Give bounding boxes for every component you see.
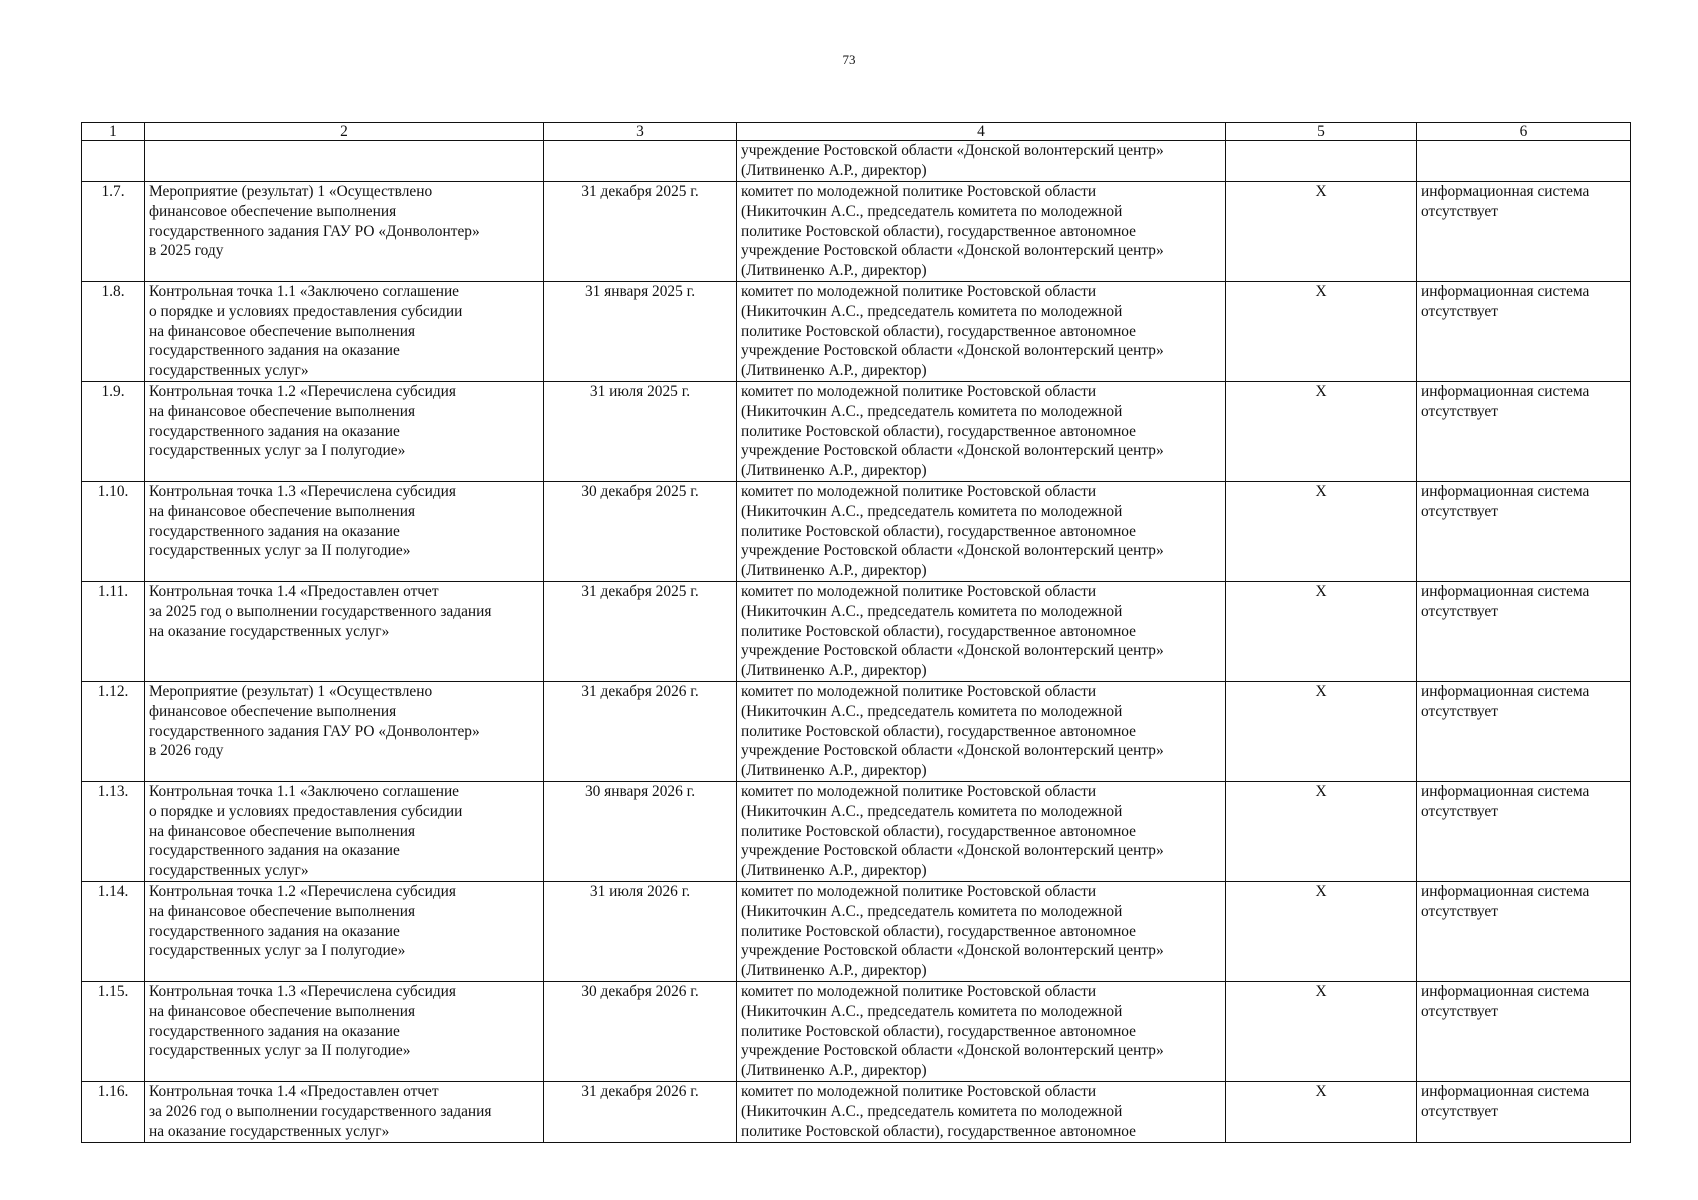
table-row xyxy=(82,782,1631,882)
table-row xyxy=(82,482,1631,582)
cell-info-system: информационная система отсутствует xyxy=(1417,682,1631,782)
cell-date xyxy=(544,141,737,182)
cell-date: 31 декабря 2025 г. xyxy=(544,182,737,282)
cell-mark: Х xyxy=(1226,282,1417,382)
cell-name: Контрольная точка 1.4 «Предоставлен отчет за 2025 год о выполнении государственного задания на оказание государственных услуг» xyxy=(145,582,544,682)
cell-info-system: информационная система отсутствует xyxy=(1417,1082,1631,1143)
header-row xyxy=(82,123,1631,141)
cell-name: Контрольная точка 1.2 «Перечислена субсидия на финансовое обеспечение выполнения государственного задания на оказание государственных услуг за I полугодие» xyxy=(145,882,544,982)
cell-info-system: информационная система отсутствует xyxy=(1417,182,1631,282)
cell-number: 1.13. xyxy=(82,782,145,882)
cell-name: Контрольная точка 1.3 «Перечислена субсидия на финансовое обеспечение выполнения государственного задания на оказание государственных услуг за II полугодие» xyxy=(145,982,544,1082)
cell-date: 31 января 2025 г. xyxy=(544,282,737,382)
cell-mark: Х xyxy=(1226,982,1417,1082)
table-row xyxy=(82,882,1631,982)
cell-date: 31 декабря 2026 г. xyxy=(544,1082,737,1143)
cell-number xyxy=(82,141,145,182)
cell-info-system: информационная система отсутствует xyxy=(1417,882,1631,982)
column-header: 4 xyxy=(737,123,1226,141)
cell-number: 1.9. xyxy=(82,382,145,482)
cell-date: 31 июля 2025 г. xyxy=(544,382,737,482)
cell-name: Контрольная точка 1.1 «Заключено соглашение о порядке и условиях предоставления субсидии на финансовое обеспечение выполнения государственного задания на оказание государственных услуг» xyxy=(145,282,544,382)
cell-name: Контрольная точка 1.2 «Перечислена субсидия на финансовое обеспечение выполнения государственного задания на оказание государственных услуг за I полугодие» xyxy=(145,382,544,482)
cell-number: 1.10. xyxy=(82,482,145,582)
cell-responsible: комитет по молодежной политике Ростовской области (Никиточкин А.С., председатель комитета по молодежной политике Ростовской области), государственное автономное учреждение Ростовской области «Донской волонтерский центр» (Литвиненко А.Р., директор) xyxy=(737,582,1226,682)
cell-info-system: информационная система отсутствует xyxy=(1417,482,1631,582)
plan-table xyxy=(81,122,1631,1143)
cell-date: 30 декабря 2025 г. xyxy=(544,482,737,582)
cell-number: 1.14. xyxy=(82,882,145,982)
table-row xyxy=(82,382,1631,482)
page-number: 73 xyxy=(842,52,856,67)
cell-name: Контрольная точка 1.3 «Перечислена субсидия на финансовое обеспечение выполнения государственного задания на оказание государственных услуг за II полугодие» xyxy=(145,482,544,582)
cell-date: 30 декабря 2026 г. xyxy=(544,982,737,1082)
cell-responsible: комитет по молодежной политике Ростовской области (Никиточкин А.С., председатель комитета по молодежной политике Ростовской области), государственное автономное учреждение Ростовской области «Донской волонтерский центр» (Литвиненко А.Р., директор) xyxy=(737,482,1226,582)
cell-date: 31 декабря 2025 г. xyxy=(544,582,737,682)
cell-responsible: учреждение Ростовской области «Донской волонтерский центр» (Литвиненко А.Р., директор) xyxy=(737,141,1226,182)
cell-number: 1.11. xyxy=(82,582,145,682)
table-row xyxy=(82,582,1631,682)
table-row xyxy=(82,282,1631,382)
cell-mark: Х xyxy=(1226,882,1417,982)
cell-mark: Х xyxy=(1226,682,1417,782)
cell-number: 1.12. xyxy=(82,682,145,782)
cell-mark: Х xyxy=(1226,582,1417,682)
cell-name: Контрольная точка 1.4 «Предоставлен отчет за 2026 год о выполнении государственного задания на оказание государственных услуг» xyxy=(145,1082,544,1143)
table-row xyxy=(82,182,1631,282)
cell-date: 31 декабря 2026 г. xyxy=(544,682,737,782)
column-header: 1 xyxy=(82,123,145,141)
cell-info-system: информационная система отсутствует xyxy=(1417,382,1631,482)
cell-responsible: комитет по молодежной политике Ростовской области (Никиточкин А.С., председатель комитета по молодежной политике Ростовской области), государственное автономное xyxy=(737,1082,1226,1143)
cell-responsible: комитет по молодежной политике Ростовской области (Никиточкин А.С., председатель комитета по молодежной политике Ростовской области), государственное автономное учреждение Ростовской области «Донской волонтерский центр» (Литвиненко А.Р., директор) xyxy=(737,182,1226,282)
cell-info-system: информационная система отсутствует xyxy=(1417,582,1631,682)
cell-responsible: комитет по молодежной политике Ростовской области (Никиточкин А.С., председатель комитета по молодежной политике Ростовской области), государственное автономное учреждение Ростовской области «Донской волонтерский центр» (Литвиненко А.Р., директор) xyxy=(737,282,1226,382)
cell-name xyxy=(145,141,544,182)
cell-mark: Х xyxy=(1226,482,1417,582)
cell-name: Мероприятие (результат) 1 «Осуществлено финансовое обеспечение выполнения государственного задания ГАУ РО «Донволонтер» в 2026 году xyxy=(145,682,544,782)
cell-number: 1.15. xyxy=(82,982,145,1082)
cell-mark: Х xyxy=(1226,1082,1417,1143)
cell-info-system: информационная система отсутствует xyxy=(1417,782,1631,882)
cell-mark: Х xyxy=(1226,782,1417,882)
cell-date: 30 января 2026 г. xyxy=(544,782,737,882)
cell-responsible: комитет по молодежной политике Ростовской области (Никиточкин А.С., председатель комитета по молодежной политике Ростовской области), государственное автономное учреждение Ростовской области «Донской волонтерский центр» (Литвиненко А.Р., директор) xyxy=(737,782,1226,882)
column-header: 3 xyxy=(544,123,737,141)
cell-mark xyxy=(1226,141,1417,182)
table-row xyxy=(82,982,1631,1082)
cell-mark: Х xyxy=(1226,182,1417,282)
cell-name: Контрольная точка 1.1 «Заключено соглашение о порядке и условиях предоставления субсидии на финансовое обеспечение выполнения государственного задания на оказание государственных услуг» xyxy=(145,782,544,882)
cell-responsible: комитет по молодежной политике Ростовской области (Никиточкин А.С., председатель комитета по молодежной политике Ростовской области), государственное автономное учреждение Ростовской области «Донской волонтерский центр» (Литвиненко А.Р., директор) xyxy=(737,682,1226,782)
cell-responsible: комитет по молодежной политике Ростовской области (Никиточкин А.С., председатель комитета по молодежной политике Ростовской области), государственное автономное учреждение Ростовской области «Донской волонтерский центр» (Литвиненко А.Р., директор) xyxy=(737,882,1226,982)
cell-responsible: комитет по молодежной политике Ростовской области (Никиточкин А.С., председатель комитета по молодежной политике Ростовской области), государственное автономное учреждение Ростовской области «Донской волонтерский центр» (Литвиненко А.Р., директор) xyxy=(737,982,1226,1082)
cell-info-system xyxy=(1417,141,1631,182)
cell-number: 1.7. xyxy=(82,182,145,282)
cell-responsible: комитет по молодежной политике Ростовской области (Никиточкин А.С., председатель комитета по молодежной политике Ростовской области), государственное автономное учреждение Ростовской области «Донской волонтерский центр» (Литвиненко А.Р., директор) xyxy=(737,382,1226,482)
cell-mark: Х xyxy=(1226,382,1417,482)
column-header: 6 xyxy=(1417,123,1631,141)
column-header: 5 xyxy=(1226,123,1417,141)
cell-info-system: информационная система отсутствует xyxy=(1417,982,1631,1082)
cell-number: 1.16. xyxy=(82,1082,145,1143)
table-row xyxy=(82,1082,1631,1143)
table-row xyxy=(82,682,1631,782)
column-header: 2 xyxy=(145,123,544,141)
cell-date: 31 июля 2026 г. xyxy=(544,882,737,982)
cell-name: Мероприятие (результат) 1 «Осуществлено финансовое обеспечение выполнения государственного задания ГАУ РО «Донволонтер» в 2025 году xyxy=(145,182,544,282)
table-row-continuation xyxy=(82,141,1631,182)
cell-number: 1.8. xyxy=(82,282,145,382)
cell-info-system: информационная система отсутствует xyxy=(1417,282,1631,382)
